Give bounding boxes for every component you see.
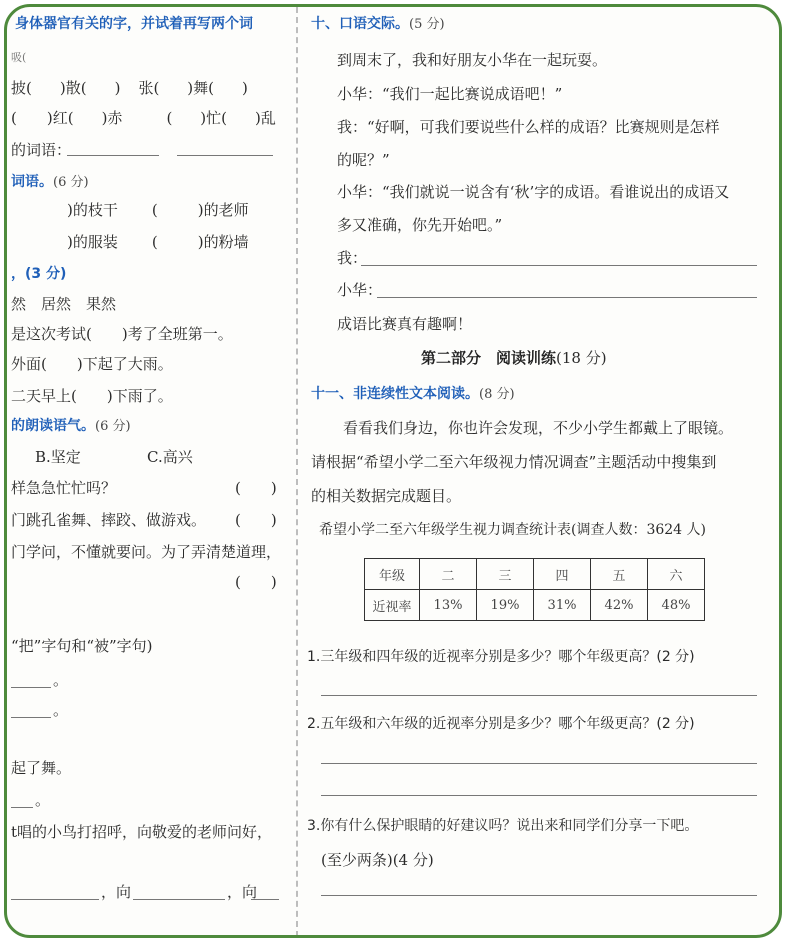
section-title-fill-words: ，(3 分) <box>11 266 67 282</box>
answer-line[interactable] <box>321 795 757 796</box>
section-title-phrases: 词语。(6 分) <box>11 174 89 190</box>
worksheet-page <box>4 4 782 938</box>
table-caption: 希望小学二至六年级学生视力调查统计表(调查人数：3624 人) <box>319 522 707 538</box>
line-end: 。 <box>53 671 69 689</box>
option-b: B.坚定 <box>35 448 81 466</box>
word-options: 然 居然 果然 <box>11 295 117 313</box>
table-header-cell: 五 <box>591 559 648 590</box>
sentence-2: 外面( )下起了大雨。 <box>11 355 173 373</box>
answer-line[interactable] <box>11 717 51 718</box>
phrase-row-2: )的服装 ( )的粉墙 <box>67 233 249 251</box>
answer-line[interactable] <box>11 899 99 900</box>
answer-line[interactable] <box>133 899 225 900</box>
section-title-reading: 十一、非连续性文本阅读。(8 分) <box>311 386 515 402</box>
dialogue-line-2a: 我：“好啊，可我们要说些什么样的成语？比赛规则是怎样 <box>337 118 720 136</box>
vision-table <box>364 558 705 621</box>
sentence-3: 二天早上( )下雨了。 <box>11 387 173 405</box>
fragment-text: 吸( <box>11 51 27 64</box>
answer-line[interactable] <box>321 895 757 896</box>
dialogue-ending: 成语比赛真有趣啊！ <box>337 315 473 333</box>
answer-paren[interactable]: ( ) <box>235 511 277 529</box>
table-header-cell: 三 <box>477 559 534 590</box>
answer-line[interactable] <box>177 155 273 156</box>
answer-paren[interactable]: ( ) <box>235 479 277 497</box>
dance-sentence: 起了舞。 <box>11 759 72 777</box>
reading-question-3-note: (至少两条)(4 分) <box>321 851 434 869</box>
reading-intro-1: 看看我们身边，你也许会发现，不少小学生都戴上了眼镜。 <box>343 419 734 437</box>
speaker-me: 我： <box>337 249 368 267</box>
table-header-cell: 年级 <box>365 559 420 590</box>
dialogue-line-3b: 多又准确，你先开始吧。” <box>337 216 503 234</box>
speaker-xiaohua: 小华： <box>337 281 383 299</box>
table-header-cell: 六 <box>648 559 705 590</box>
fill-row-2: ( )红( )赤 ( )忙( )乱 <box>11 109 276 127</box>
answer-line[interactable] <box>377 297 757 298</box>
reading-question-2: 2.五年级和六年级的近视率分别是多少？哪个年级更高？(2 分) <box>307 716 695 732</box>
dialogue-line-2b: 的呢？” <box>337 151 390 169</box>
reading-intro-2: 请根据“希望小学二至六年级视力情况调查”主题活动中搜集到 <box>311 453 717 471</box>
option-c: C.高兴 <box>147 448 193 466</box>
table-cell: 42% <box>591 590 648 621</box>
table-cell: 48% <box>648 590 705 621</box>
answer-line[interactable] <box>11 687 51 688</box>
table-header-cell: 四 <box>534 559 591 590</box>
section-title-oral: 十、口语交际。(5 分) <box>311 16 445 32</box>
table-cell: 13% <box>420 590 477 621</box>
xiang-label: ，向 <box>227 883 258 901</box>
dialogue-intro: 到周末了，我和好朋友小华在一起玩耍。 <box>337 51 608 69</box>
ba-bei-instruction: “把”字句和“被”字句) <box>11 637 153 655</box>
part-two-title: 第二部分 阅读训练(18 分) <box>421 349 607 367</box>
fill-row-1: 披( )散( ) 张( )舞( ) <box>11 79 248 97</box>
reading-question-1: 1.三年级和四年级的近视率分别是多少？哪个年级更高？(2 分) <box>307 649 695 665</box>
reading-intro-3: 的相关数据完成题目。 <box>311 487 462 505</box>
tone-question-3: 门学问，不懂就要问。为了弄清楚道理， <box>11 543 282 561</box>
line-end: 。 <box>53 701 69 719</box>
dialogue-line-3a: 小华：“我们就说一说含有‘秋’字的成语。看谁说出的成语又 <box>337 183 730 201</box>
section-title-body-organs: 身体器官有关的字，并试着再写两个词 <box>15 16 253 32</box>
table-row <box>365 559 705 590</box>
answer-line[interactable] <box>11 807 33 808</box>
tone-question-1: 样急急忙忙吗？ <box>11 479 117 497</box>
table-cell: 19% <box>477 590 534 621</box>
line-end: 。 <box>35 791 51 809</box>
answer-line[interactable] <box>321 763 757 764</box>
phrase-row-1: )的枝干 ( )的老师 <box>67 201 249 219</box>
bird-sentence: t唱的小鸟打招呼，向敬爱的老师问好， <box>11 823 273 841</box>
answer-line[interactable] <box>321 695 757 696</box>
reading-question-3: 3.你有什么保护眼睛的好建议吗？说出来和同学们分享一下吧。 <box>307 818 699 834</box>
table-cell: 31% <box>534 590 591 621</box>
table-header-cell: 二 <box>420 559 477 590</box>
answer-line[interactable] <box>361 265 757 266</box>
answer-line[interactable] <box>251 899 279 900</box>
dialogue-line-1: 小华：“我们一起比赛说成语吧！” <box>337 85 563 103</box>
sentence-1: 是这次考试( )考了全班第一。 <box>11 325 233 343</box>
answer-paren[interactable]: ( ) <box>235 573 277 591</box>
tone-question-2: 门跳孔雀舞、摔跤、做游戏。 <box>11 511 207 529</box>
table-row <box>365 590 705 621</box>
section-title-tone: 的朗读语气。(6 分) <box>11 418 131 434</box>
table-row-label: 近视率 <box>365 590 420 621</box>
column-divider <box>296 7 298 937</box>
answer-line[interactable] <box>67 155 159 156</box>
xiang-label: ，向 <box>101 883 132 901</box>
words-label: 的词语： <box>11 141 72 159</box>
